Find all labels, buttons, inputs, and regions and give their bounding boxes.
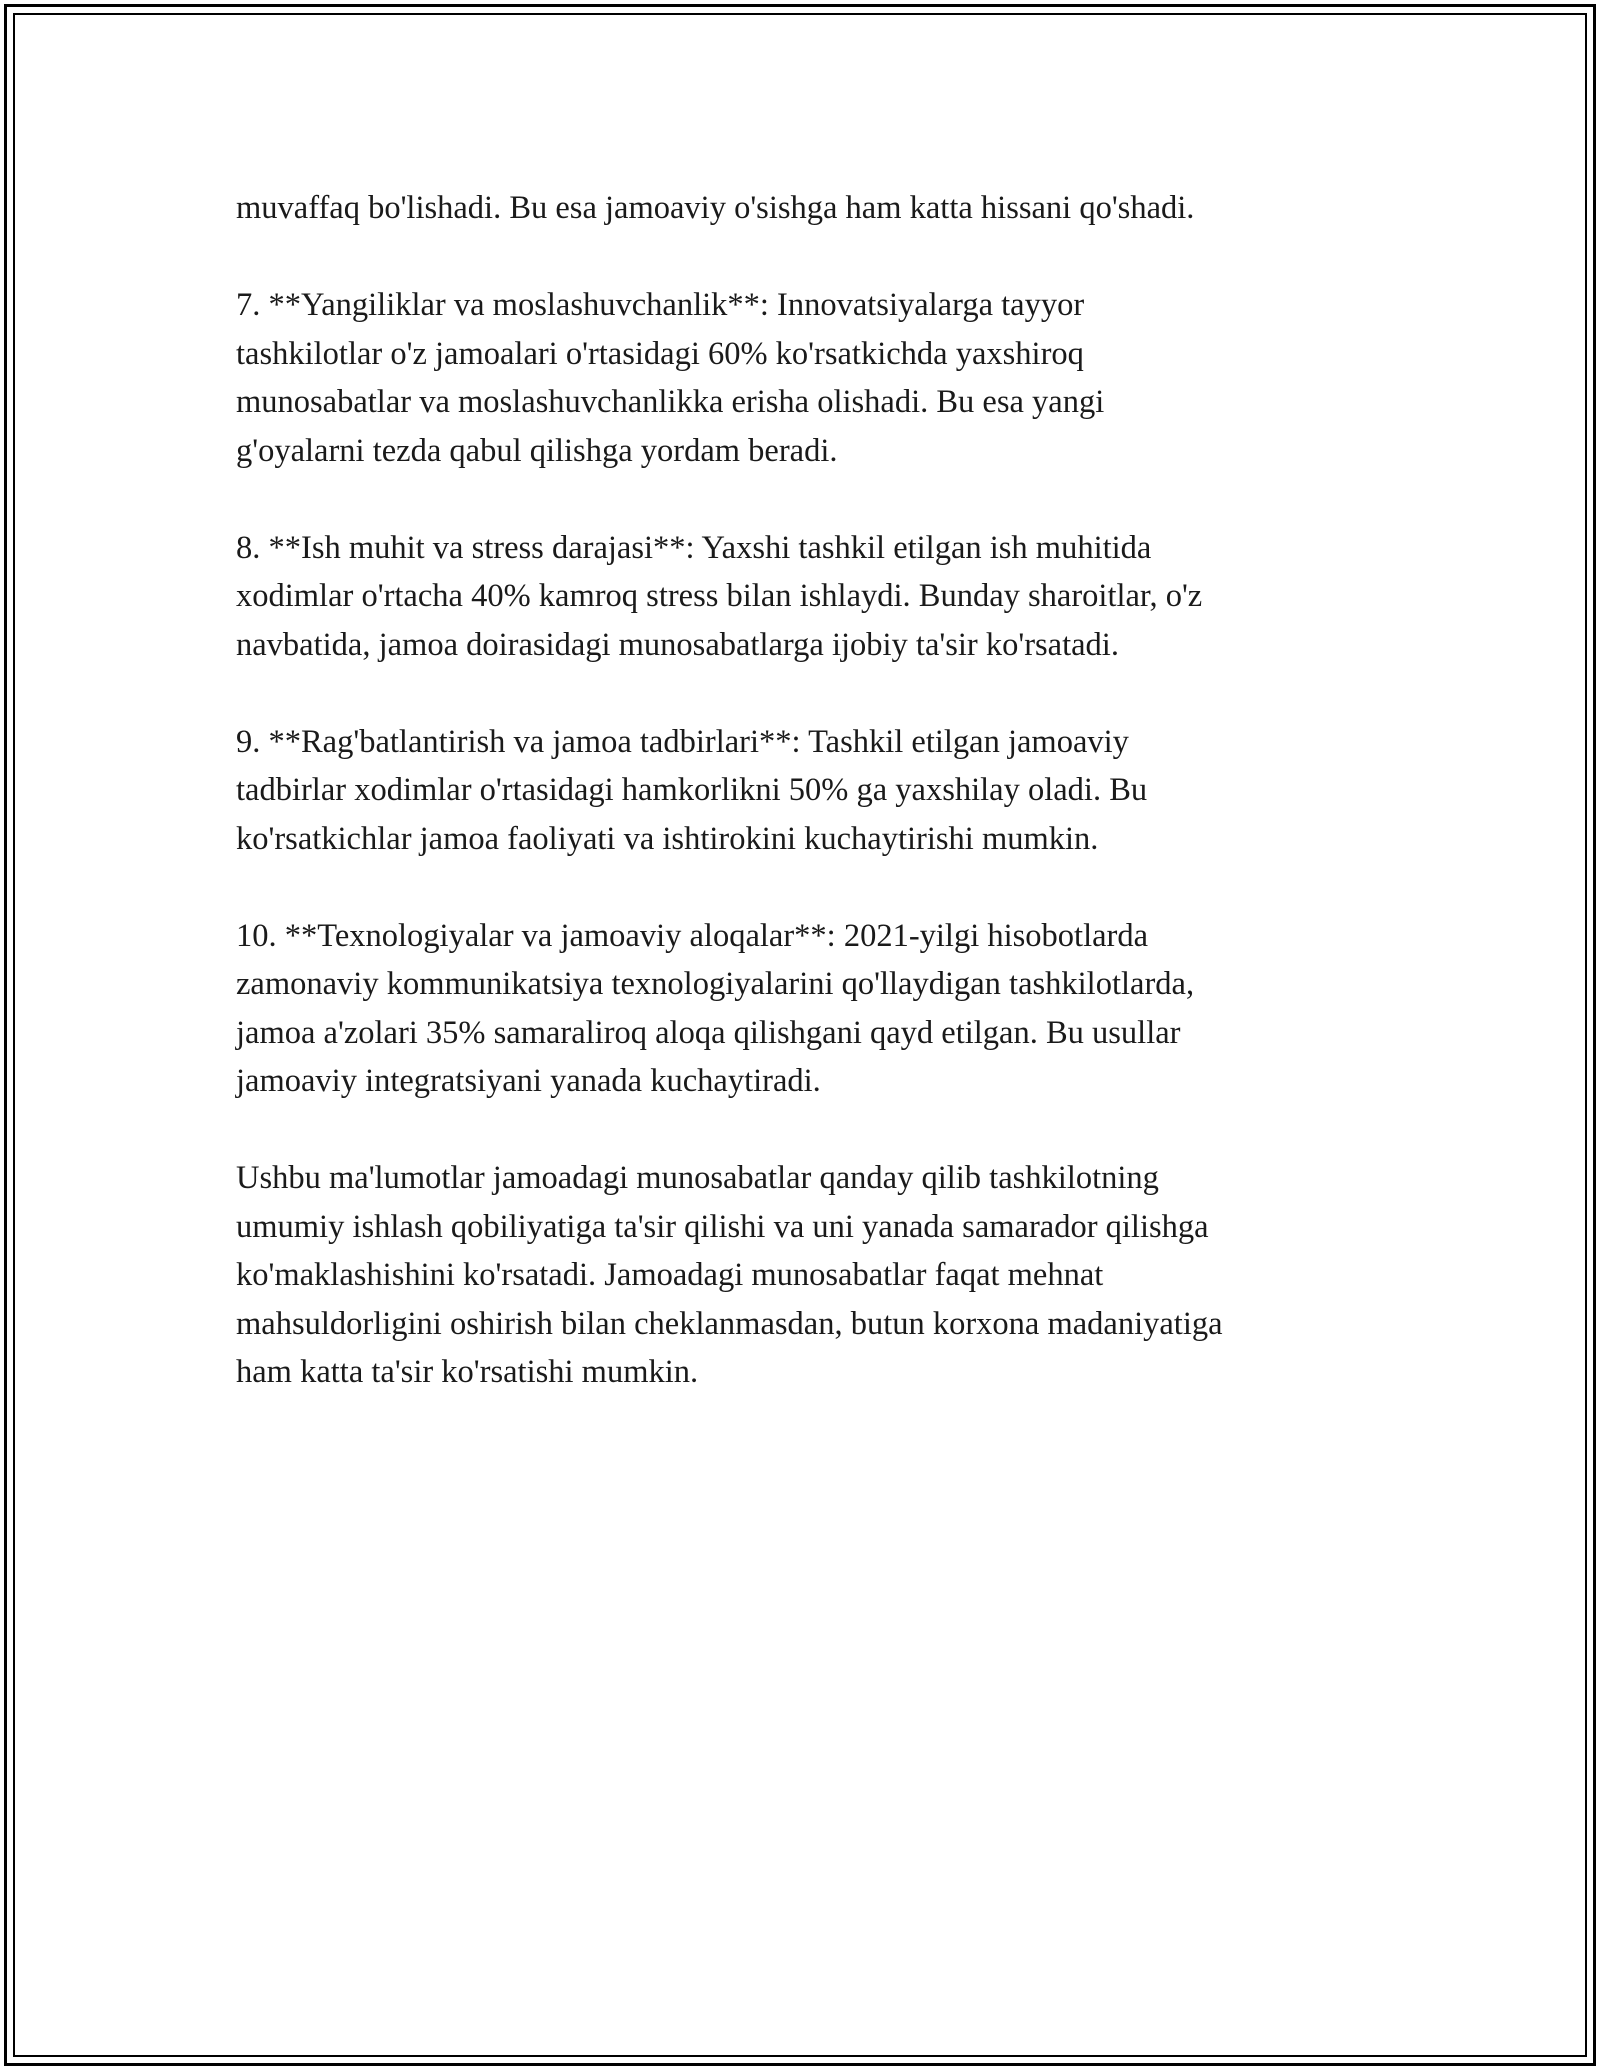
text-line: xodimlar o'rtacha 40% kamroq stress bilan ishlaydi. Bunday sharoitlar, o'z [236,578,1203,614]
text-line: ko'rsatkichlar jamoa faoliyati va ishtirokini kuchaytirishi mumkin. [236,820,1099,857]
text-line: Ushbu ma'lumotlar jamoadagi munosabatlar qanday qilib tashkilotning [236,1160,1159,1196]
text-line: 7. **Yangiliklar va moslashuvchanlik**: Innovatsiyalarga tayyor [236,287,1085,323]
paragraph-item-7 [236,281,1376,475]
text-line: 8. **Ish muhit va stress darajasi**: Yaxshi tashkil etilgan ish muhitida [236,529,1152,566]
text-line: ham katta ta'sir ko'rsatishi mumkin. [236,1354,699,1390]
text-line: muvaffaq bo'lishadi. Bu esa jamoaviy o'sishga ham katta hissani qo'shadi. [236,190,1195,226]
text-line: jamoa a'zolari 35% samaraliroq aloqa qilishgani qayd etilgan. Bu usullar [236,1014,1181,1051]
paragraph-conclusion [236,1154,1376,1397]
text-line: g'oyalarni tezda qabul qilishga yordam beradi. [236,432,838,469]
paragraph-item-8 [236,524,1376,670]
text-line: 9. **Rag'batlantirish va jamoa tadbirlari**: Tashkil etilgan jamoaviy [236,723,1129,760]
document-body [236,184,1376,1445]
text-line: ko'maklashishini ko'rsatadi. Jamoadagi munosabatlar faqat mehnat [236,1257,1104,1293]
text-line: 10. **Texnologiyalar va jamoaviy aloqalar**: 2021-yilgi hisobotlarda [236,917,1149,954]
text-line: jamoaviy integratsiyani yanada kuchaytiradi. [236,1063,821,1099]
text-line: tadbirlar xodimlar o'rtasidagi hamkorlikni 50% ga yaxshilay oladi. Bu [236,772,1148,808]
paragraph-continuation [236,184,1376,233]
text-line: mahsuldorligini oshirish bilan cheklanmasdan, butun korxona madaniyatiga [236,1305,1223,1342]
text-line: tashkilotlar o'z jamoalari o'rtasidagi 60% ko'rsatkichda yaxshiroq [236,335,1084,372]
text-line: navbatida, jamoa doirasidagi munosabatlarga ijobiy ta'sir ko'rsatadi. [236,626,1119,663]
paragraph-item-10 [236,912,1376,1106]
text-line: umumiy ishlash qobiliyatiga ta'sir qilishi va uni yanada samarador qilishga [236,1208,1209,1245]
text-line: zamonaviy kommunikatsiya texnologiyalarini qo'llaydigan tashkilotlarda, [236,966,1195,1002]
text-line: munosabatlar va moslashuvchanlikka erisha olishadi. Bu esa yangi [236,384,1105,420]
paragraph-item-9 [236,718,1376,864]
